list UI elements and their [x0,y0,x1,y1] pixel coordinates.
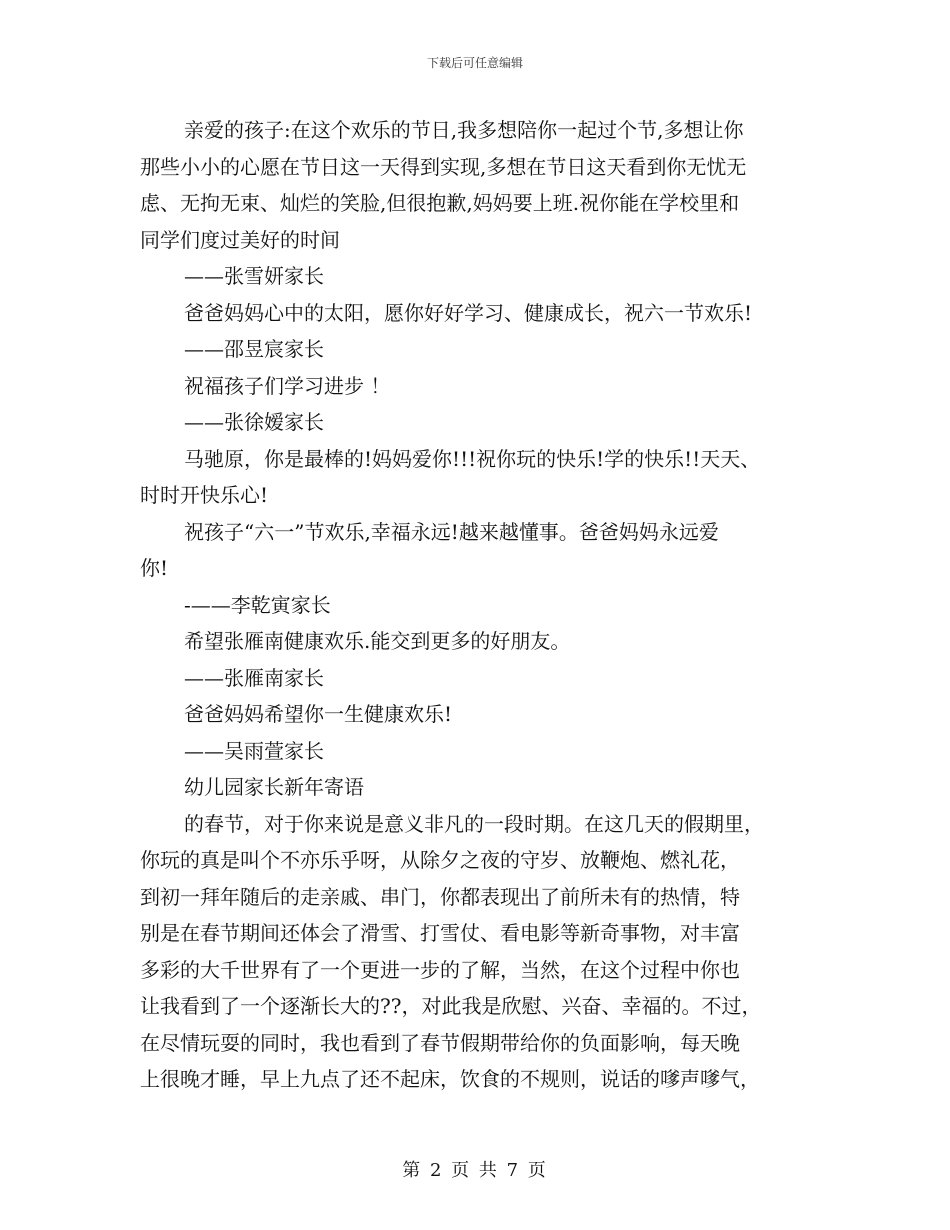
text-line: 在尽情玩耍的同时，我也看到了春节假期带给你的负面影响，每天晚 [140,1030,740,1055]
text-line: 别是在春节期间还体会了滑雪、打雪仗、看电影等新奇事物，对丰富 [140,921,740,945]
text-line: 虑、无拘无束、灿烂的笑脸,但很抱歉,妈妈要上班.祝你能在学校里和 [140,191,740,215]
text-line: 同学们度过美好的时间 [140,227,340,252]
text-line: 希望张雁南健康欢乐.能交到更多的好朋友。 [184,629,571,653]
page-number-footer: 第 2 页 共 7 页 [402,1160,548,1181]
text-line: 亲爱的孩子:在这个欢乐的节日,我多想陪你一起过个节,多想让你 [184,118,744,142]
text-line: 爸爸妈妈心中的太阳，愿你好好学习、健康成长，祝六一节欢乐! [184,300,753,325]
text-line: 爸爸妈妈希望你一生健康欢乐! [184,702,453,726]
text-line: ——张雪妍家长 [184,264,324,288]
text-line: 的春节，对于你来说是意义非凡的一段时期。在这几天的假期里， [184,811,764,836]
text-line: ——张徐嫒家长 [184,410,324,434]
text-line: 马驰原，你是最棒的!妈妈爱你!!!祝你玩的快乐!学的快乐!!天天、 [184,446,761,471]
text-line: 时时开快乐心! [140,483,269,507]
text-line: 让我看到了一个逐渐长大的??，对此我是欣慰、兴奋、幸福的。不过， [140,994,762,1018]
text-line: 那些小小的心愿在节日这一天得到实现,多想在节日这天看到你无忧无 [140,154,747,179]
text-line: 祝福孩子们学习进步 ！ [184,373,391,398]
text-line: 上很晚才睡，早上九点了还不起床，饮食的不规则，说话的嗲声嗲气， [140,1067,760,1091]
text-line: 多彩的大千世界有了一个更进一步的了解，当然，在这个过程中你也 [140,957,740,982]
text-line: 你! [140,556,169,580]
document-body [140,112,830,1098]
text-line: ——邵昱宸家长 [184,337,324,361]
text-line: 到初一拜年随后的走亲戚、串门，你都表现出了前所未有的热情，特 [140,884,740,909]
text-line: ——张雁南家长 [184,665,324,690]
text-line: 你玩的真是叫个不亦乐乎呀，从除夕之夜的守岁、放鞭炮、燃礼花， [140,848,740,872]
text-line: 幼儿园家长新年寄语 [184,775,364,799]
page-header-note: 下载后可任意编辑 [426,56,523,70]
text-line: ——吴雨萱家长 [184,738,324,763]
text-line: 祝孩子“六一”节欢乐,幸福永远!越来越懂事。爸爸妈妈永远爱 [184,519,719,544]
text-line: -——李乾寅家长 [184,592,331,617]
